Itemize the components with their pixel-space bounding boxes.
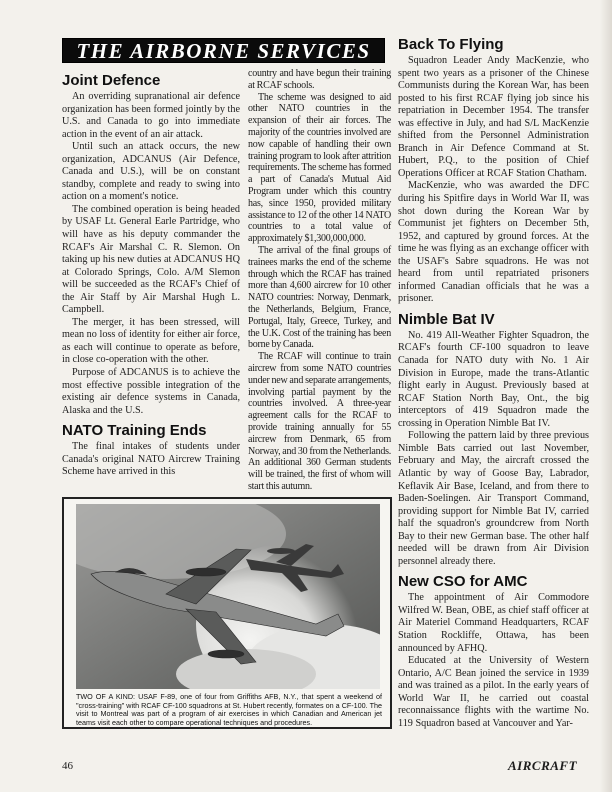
heading-joint-defence: Joint Defence [62, 72, 161, 89]
paragraph: The RCAF will continue to train aircrew from some NATO countries under new and separate arrangements, involving partial payment by the countries involved. A three-year agreement calls for the RCAF to provide training annually for 55 aircrew from Denmark, 65 from Norway, and 30 from the Netherlands. An additional 360 German students will be trained, the first of whom will start this autumn. [248, 351, 391, 492]
paragraph: The scheme was designed to aid other NATO countries in the expansion of their air forces. The majority of the countries involved are now capable of handling their own training program to look after attrition requirements. The scheme has formed a part of Canada's Mutual Aid Program under which this country has, since 1950, provided military assistance to 12 of the other 14 NATO countries to a total value of approximately $1,300,000,000. [248, 91, 391, 245]
heading-new-cso: New CSO for AMC [398, 573, 528, 591]
heading-nato-training: NATO Training Ends [62, 422, 207, 440]
paragraph: Purpose of ADCANUS is to achieve the most effective possible integration of the existing air defence systems in Canada, Alaska and the U.S. [62, 367, 240, 416]
paragraph: Educated at the University of Western Ontario, A/C Bean joined the service in 1939 and was trained as a pilot. In the early years of World War II, he carried out coastal reconnaissance flights with the wartime No. 119 Squadron based at Vancouver and Yar- [398, 655, 589, 729]
paragraph: Until such an attack occurs, the new organization, ADCANUS (Air Defence, Canada and U.S.), will be on constant standby, complete and ready to swing into action on a moment's notice. [62, 141, 240, 203]
photo-caption: TWO OF A KIND: USAF F-89, one of four from Griffiths AFB, N.Y., that spent a weekend of "cross-training" with RCAF CF-100 squadrons at St. Hubert recently, formates on a CF-100. The visit to Montreal was part of a program of air exercises in which Canadian and American jet teams visit each other to compare operational techniques and procedures. [76, 692, 382, 727]
page-number: 46 [62, 760, 73, 772]
paragraph: No. 419 All-Weather Fighter Squadron, the RCAF's fourth CF-100 squadron to leave Canada for NATO duty with No. 1 Air Division in Europe, made the trans-Atlantic flight early in August. Previously based at RCAF Station North Bay, Ont., the big interceptors of 419 Squadron made the crossing in Operation Nimble Bat IV. [398, 329, 589, 429]
jet-formation-photo [76, 504, 380, 689]
page-edge-shadow [600, 0, 612, 792]
heading-nimble-bat: Nimble Bat IV [398, 310, 495, 328]
section-banner: THE AIRBORNE SERVICES [62, 38, 385, 63]
paragraph: The arrival of the final groups of trainees marks the end of the scheme through which the RCAF has trained more than 4,600 aircrew for 10 other NATO countries: Norway, Denmark, the Netherlands, Belgium, France, Portugal, Italy, Greece, Turkey, and the U.K. Cost of the training has been borne by Canada. [248, 244, 391, 351]
paragraph: MacKenzie, who was awarded the DFC during his Spitfire days in World War II, was shot down during the Korean War by Communist jet fighters on December 5th, 1952, and captured by ground forces. At the time he was flying as an exchange officer with the USAF's Sabre squadrons. He was not heard from until repatriated prisoners informed Canadian officials that he was a prisoner. [398, 180, 589, 305]
paragraph: The combined operation is being headed by USAF Lt. General Earle Partridge, who will have as his deputy commander the RCAF's Air Marshal C. R. Slemon. On taking up his new duties at ADCANUS HQ at Colorado Springs, Colo. A/M Slemon will be succeeded as the RCAF's Chief of the Air Staff by Air Marshal Hugh L. Campbell. [62, 203, 240, 316]
paragraph: The merger, it has been stressed, will mean no loss of identity for either air force, as each will continue to operate as before, in close co-operation with the other. [62, 316, 240, 366]
paragraph: Squadron Leader Andy MacKenzie, who spent two years as a prisoner of the Chinese Communists during the Korean War, has been posted to his first RCAF flying job since his repatriation in December 1954. The transfer was effective in July, and had S/L MacKenzie shifted from the Personnel Administration Branch in Air Defence Command at St. Hubert, P.Q., to the position of Chief Operations Officer at RCAF Station Chatham. [398, 55, 589, 179]
column-2 [248, 68, 391, 493]
column-1 [62, 70, 240, 479]
photo-frame [62, 497, 392, 729]
heading-back-to-flying: Back To Flying [398, 36, 504, 53]
column-3 [398, 34, 589, 730]
magazine-name: AIRCRAFT [508, 758, 578, 773]
paragraph: The final intakes of students under Canada's original NATO Aircrew Training Scheme have arrived in this [62, 441, 240, 478]
paragraph: country and have begun their training at RCAF schools. [248, 68, 391, 91]
paragraph: The appointment of Air Commodore Wilfred W. Bean, OBE, as chief staff officer at Air Materiel Command Headquarters, RCAF Station Rockliffe, Ottawa, has been announced by AFHQ. [398, 592, 589, 654]
paragraph: Following the pattern laid by three previous Nimble Bats carried out last November, February and May, the aircraft crossed the Atlantic by way of Goose Bay, Labrador, Keflavik Air Base, Iceland, and from there to Baden-Soelingen. Air Transport Command, providing support for Nimble Bat IV, carried half the squadron's groundcrew from North Bay to their new German base. The other half needed will be drawn from Air Division personnel already there. [398, 430, 589, 567]
paragraph: An overriding supranational air defence organization has been formed jointly by the U.S. and Canada to go into immediate action in the event of an air attack. [62, 91, 240, 140]
